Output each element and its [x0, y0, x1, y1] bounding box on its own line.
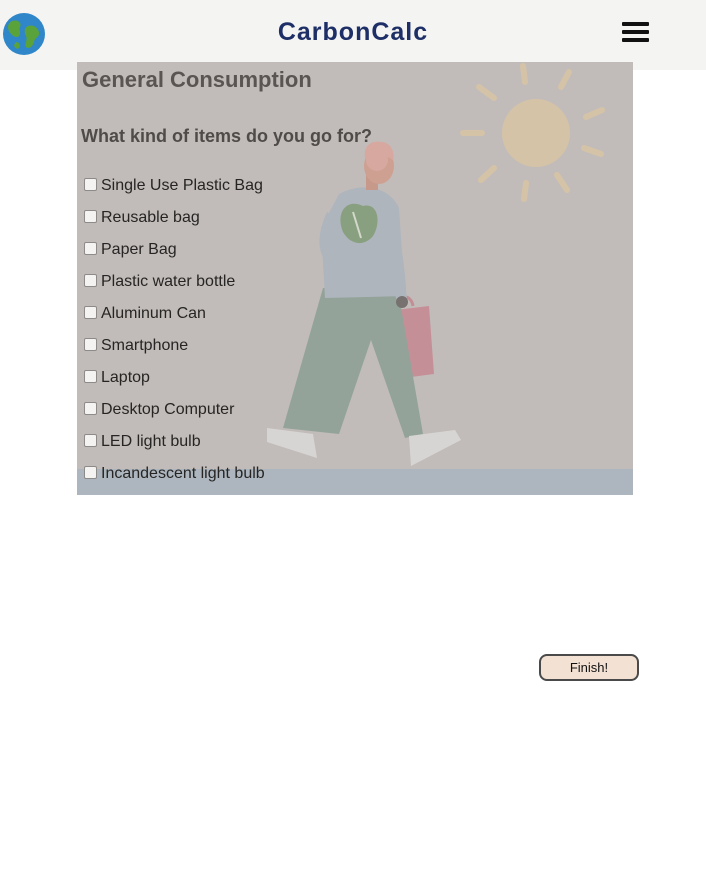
item-laptop[interactable] [84, 367, 150, 389]
consumption-panel [77, 62, 633, 495]
checkbox[interactable] [84, 434, 97, 447]
item-single-use-plastic-bag[interactable] [84, 175, 263, 197]
item-label: Laptop [101, 369, 150, 386]
checkbox[interactable] [84, 466, 97, 479]
item-reusable-bag[interactable] [84, 207, 200, 229]
hamburger-menu-icon[interactable] [622, 22, 650, 44]
checkbox[interactable] [84, 338, 97, 351]
sun-icon [463, 66, 602, 199]
checkbox[interactable] [84, 402, 97, 415]
item-paper-bag[interactable] [84, 239, 177, 261]
item-label: Reusable bag [101, 209, 200, 226]
item-label: Desktop Computer [101, 401, 235, 418]
checkbox[interactable] [84, 210, 97, 223]
item-label: Paper Bag [101, 241, 177, 258]
item-label: LED light bulb [101, 433, 201, 450]
item-desktop-computer[interactable] [84, 399, 234, 421]
item-label: Plastic water bottle [101, 273, 236, 290]
checkbox[interactable] [84, 274, 97, 287]
checkbox[interactable] [84, 178, 97, 191]
checkbox[interactable] [84, 242, 97, 255]
item-label: Incandescent light bulb [101, 465, 265, 482]
finish-button[interactable]: Finish! [539, 654, 639, 681]
item-label: Smartphone [101, 337, 189, 354]
item-smartphone[interactable] [84, 335, 188, 357]
question-text: What kind of items do you go for? [81, 126, 372, 146]
item-aluminum-can[interactable] [84, 303, 206, 325]
app-header [0, 0, 706, 70]
app-title: CarbonCalc [277, 18, 429, 46]
item-led-light-bulb[interactable] [84, 431, 201, 453]
section-title: General Consumption [82, 67, 312, 92]
item-plastic-water-bottle[interactable] [84, 271, 235, 293]
item-incandescent-light-bulb[interactable] [84, 463, 265, 485]
checkbox[interactable] [84, 306, 97, 319]
woman-figure [267, 142, 461, 466]
item-label: Aluminum Can [101, 305, 206, 322]
checkbox[interactable] [84, 370, 97, 383]
item-label: Single Use Plastic Bag [101, 177, 263, 194]
